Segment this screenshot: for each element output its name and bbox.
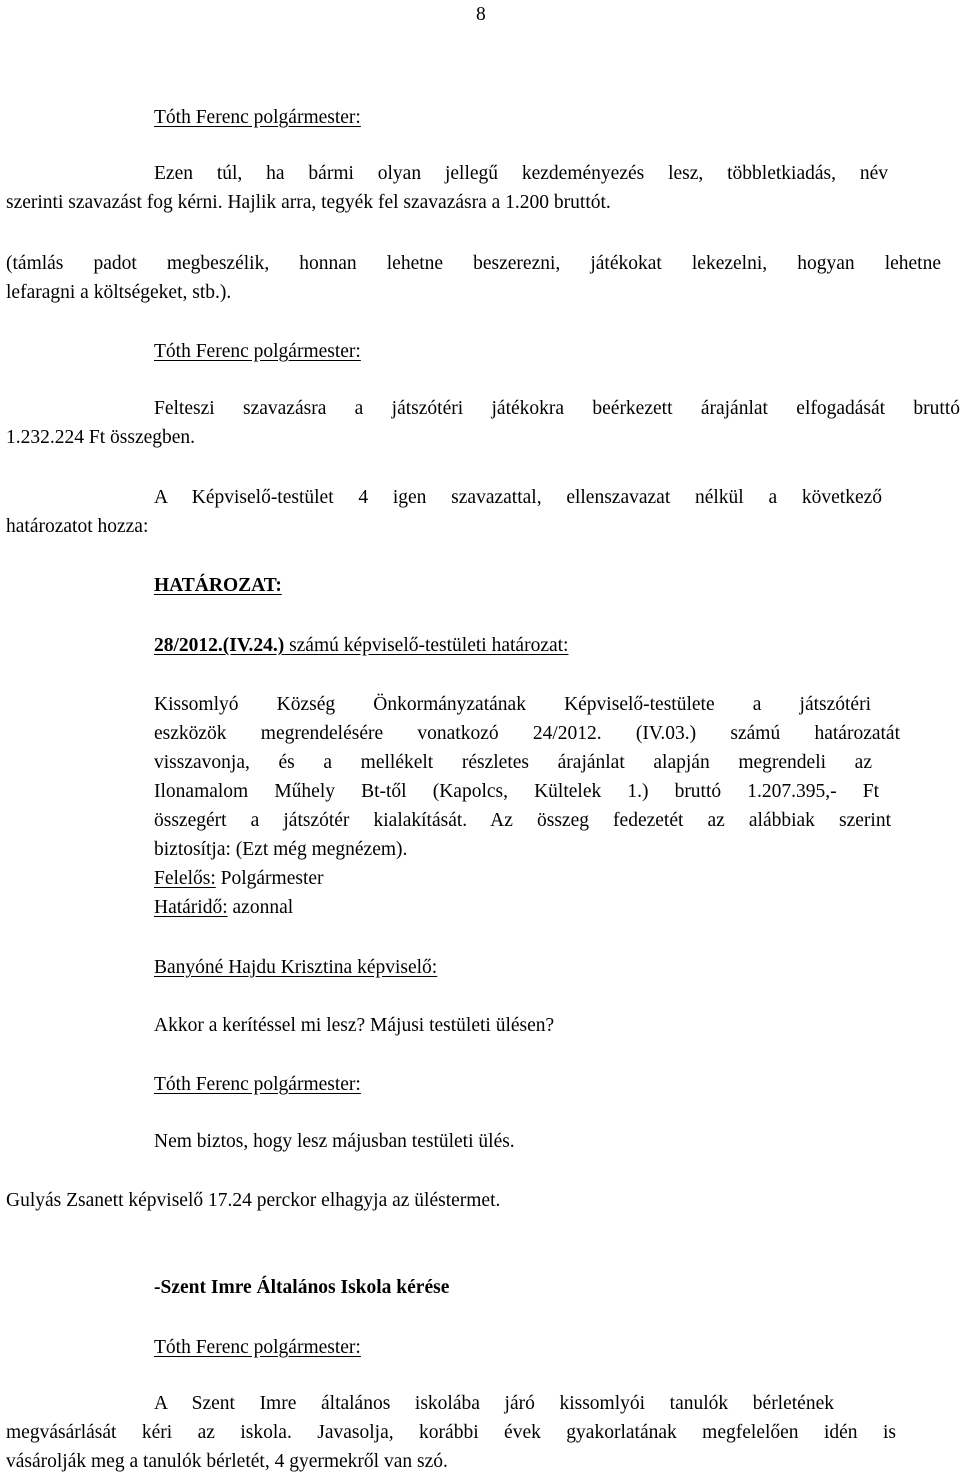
speaker-label: Tóth Ferenc polgármester: [154,1337,361,1358]
resolution-line: biztosítja: (Ezt még megnézem). [154,839,408,860]
deadline-value: azonnal [227,897,294,918]
responsible-label: Felelős: [154,868,216,889]
deadline-label: Határidő: [154,897,228,918]
paragraph-line: megvásárlását kéri az iskola. Javasolja, korábbi évek gyakorlatának megfelelően idén is [6,1422,896,1443]
speaker-label: Banyóné Hajdu Krisztina képviselő: [154,957,438,978]
paragraph-line: határozatot hozza: [6,516,149,537]
paragraph-line: Akkor a kerítéssel mi lesz? Májusi testületi ülésen? [154,1015,555,1036]
paragraph-line: A Szent Imre általános iskolába járó kissomlyói tanulók bérletének [154,1393,834,1414]
resolution-number-suffix: számú képviselő-testületi határozat: [284,635,569,656]
resolution-line: Kissomlyó Község Önkormányzatának Képviselő-testülete a játszótéri [154,694,871,715]
responsible-value: Polgármester [215,868,324,889]
page-number: 8 [476,4,486,25]
speaker-label: Tóth Ferenc polgármester: [154,107,361,128]
speaker-label: Tóth Ferenc polgármester: [154,1074,361,1095]
deadline-line [154,896,293,920]
resolution-line: összegért a játszótér kialakítását. Az összeg fedezetét az alábbiak szerint [154,810,891,831]
paragraph-line: Felteszi szavazásra a játszótéri játékokra beérkezett árajánlat elfogadását bruttó [154,398,960,419]
paragraph-line: Nem biztos, hogy lesz májusban testületi ülés. [154,1131,515,1152]
paragraph-line: Ezen túl, ha bármi olyan jellegű kezdeményezés lesz, többletkiadás, név [154,163,888,184]
responsible-line [154,867,324,891]
resolution-line: Ilonamalom Műhely Bt-től (Kapolcs, Kültelek 1.) bruttó 1.207.395,- Ft [154,781,879,802]
paragraph-line: Gulyás Zsanett képviselő 17.24 perckor elhagyja az üléstermet. [6,1190,501,1211]
paragraph-line: vásárolják meg a tanulók bérletét, 4 gyermekről van szó. [6,1451,448,1472]
resolution-heading: HATÁROZAT: [154,575,282,596]
resolution-line: eszközök megrendelésére vonatkozó 24/2012. (IV.03.) számú határozatát [154,723,900,744]
resolution-number-bold: 28/2012.(IV.24.) [154,635,285,656]
paragraph-line: A Képviselő-testület 4 igen szavazattal, ellenszavazat nélkül a következő [154,487,882,508]
speaker-label: Tóth Ferenc polgármester: [154,341,361,362]
paragraph-line: szerinti szavazást fog kérni. Hajlik arra, tegyék fel szavazásra a 1.200 bruttót. [6,192,611,213]
paragraph-line: lefaragni a költségeket, stb.). [6,282,232,303]
resolution-line: visszavonja, és a mellékelt részletes árajánlat alapján megrendeli az [154,752,872,773]
paragraph-line: 1.232.224 Ft összegben. [6,427,196,448]
resolution-number [154,634,568,658]
section-title: -Szent Imre Általános Iskola kérése [154,1277,450,1298]
paragraph-line: (támlás padot megbeszélik, honnan lehetne beszerezni, játékokat lekezelni, hogyan lehetne [6,253,941,274]
